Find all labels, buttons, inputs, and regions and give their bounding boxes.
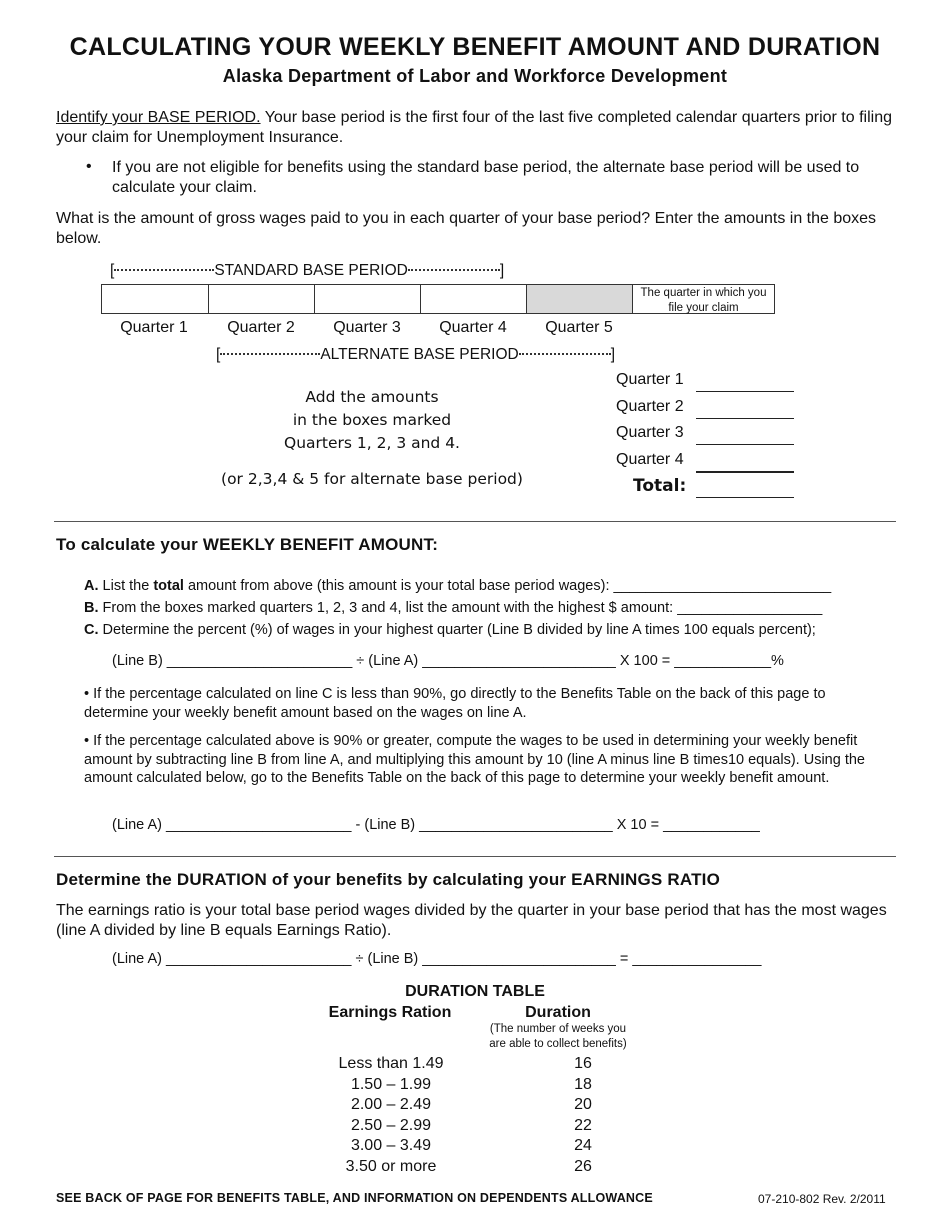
table-row [300, 1055, 680, 1076]
page-title: CALCULATING YOUR WEEKLY BENEFIT AMOUNT AND DURATION [69, 33, 881, 61]
section-divider [54, 856, 896, 857]
earnings-ratio-column-header: Earnings Ration [328, 1004, 452, 1021]
sum-quarter-label: Quarter 1 [616, 371, 684, 388]
weekly-benefit-heading: To calculate your WEEKLY BENEFIT AMOUNT: [56, 535, 439, 554]
standard-base-period-bracket [110, 262, 504, 280]
bracket-close: ] [499, 262, 505, 279]
duration-table [300, 1055, 680, 1179]
line-a-label: A. [84, 578, 99, 594]
bracket-dots [408, 269, 500, 271]
quarter-label: Quarter 1 [120, 319, 188, 336]
alternate-base-period-bullet: If you are not eligible for benefits using the standard base period, the alternate base period will be used to calculate your claim. [112, 159, 860, 196]
quarter-3-box[interactable] [314, 284, 421, 314]
sum-quarter-1-field[interactable] [696, 391, 794, 392]
weeks-cell: 24 [574, 1137, 592, 1155]
duration-note-line: are able to collect benefits) [489, 1038, 627, 1050]
percent-equation[interactable]: (Line B) _______________________ ÷ (Line A) ________________________ X 100 = ____________% [112, 653, 784, 669]
weeks-cell: 20 [574, 1096, 592, 1114]
alternate-base-period-label: ALTERNATE BASE PERIOD [320, 346, 519, 363]
table-row [300, 1117, 680, 1138]
sum-quarter-2-field[interactable] [696, 418, 794, 419]
table-row [300, 1096, 680, 1117]
duration-column-header: Duration [525, 1004, 591, 1021]
standard-base-period-label: STANDARD BASE PERIOD [214, 262, 408, 279]
base-period-paragraph [56, 108, 896, 148]
quarter-1-box[interactable] [101, 284, 209, 314]
page-subtitle: Alaska Department of Labor and Workforce Development [222, 66, 728, 86]
ratio-cell: Less than 1.49 [338, 1055, 444, 1072]
bracket-dots [114, 269, 214, 271]
line-a [84, 577, 904, 595]
bracket-open: [ [216, 346, 221, 363]
quarter-label: Quarter 3 [333, 319, 401, 336]
quarter-5-box[interactable] [526, 284, 633, 314]
quarter-label: Quarter 4 [439, 319, 507, 336]
table-row [300, 1137, 680, 1158]
form-number: 07-210-802 Rev. 2/2011 [758, 1192, 886, 1206]
sum-quarter-label: Quarter 2 [616, 398, 684, 415]
weeks-cell: 26 [574, 1157, 592, 1175]
line-c-label: C. [84, 622, 99, 638]
adjusted-wages-equation[interactable]: (Line A) _______________________ - (Line B) ________________________ X 10 = ____________ [112, 817, 760, 833]
sum-instruction-line: in the boxes marked [292, 411, 452, 429]
bracket-dots [519, 353, 611, 355]
alternate-sum-note: (or 2,3,4 & 5 for alternate base period) [221, 470, 523, 488]
line-a-bold: total [153, 578, 184, 594]
bracket-dots [220, 353, 320, 355]
table-row [300, 1076, 680, 1097]
sum-quarter-4-field[interactable] [696, 471, 794, 473]
ratio-cell: 2.50 – 2.99 [350, 1116, 432, 1134]
line-b-text: From the boxes marked quarters 1, 2, 3 and 4, list the amount with the highest $ amount: __________________ [98, 600, 823, 616]
gross-wages-question: What is the amount of gross wages paid to you in each quarter of your base period? Enter the amounts in the boxes below. [56, 210, 877, 247]
ratio-cell: 3.00 – 3.49 [350, 1137, 432, 1155]
ratio-cell: 2.00 – 2.49 [350, 1096, 432, 1114]
earnings-ratio-equation[interactable]: (Line A) _______________________ ÷ (Line B) ________________________ = ________________ [112, 951, 762, 967]
table-row [300, 1158, 680, 1179]
filing-quarter-note: The quarter in which you file your claim [632, 284, 775, 314]
ratio-cell: 3.50 or more [345, 1157, 437, 1175]
quarter-2-box[interactable] [208, 284, 315, 314]
line-c [84, 621, 904, 639]
duration-note-line: (The number of weeks you [489, 1023, 627, 1035]
duration-table-title: DURATION TABLE [405, 983, 545, 1000]
footer-note: SEE BACK OF PAGE FOR BENEFITS TABLE, AND INFORMATION ON DEPENDENTS ALLOWANCE [56, 1191, 653, 1205]
ratio-cell: 1.50 – 1.99 [350, 1075, 432, 1093]
weeks-cell: 22 [574, 1116, 592, 1134]
base-period-text: Your base period is the first four of the last five completed calendar quarters prior to filing your claim for Unemployment Insurance. [56, 109, 892, 146]
line-a-text-end: amount from above (this amount is your total base period wages): ___________________________ [183, 578, 832, 594]
sum-instruction-line: Quarters 1, 2, 3 and 4. [284, 434, 460, 452]
sum-quarter-3-field[interactable] [696, 444, 794, 445]
sum-instruction-line: Add the amounts [305, 388, 439, 406]
earnings-ratio-text: The earnings ratio is your total base period wages divided by the quarter in your base period that has the most wages (line A divided by line B equals Earnings Ratio). [56, 902, 887, 939]
duration-column-note [458, 1022, 658, 1052]
line-b-label: B. [84, 600, 99, 616]
bracket-open: [ [110, 262, 115, 279]
quarter-label: Quarter 2 [227, 319, 295, 336]
weeks-cell: 18 [574, 1075, 592, 1093]
bracket-close: ] [610, 346, 616, 363]
total-label: Total: [633, 476, 687, 496]
line-b [84, 599, 904, 617]
weeks-cell: 16 [574, 1055, 592, 1072]
sum-quarter-label: Quarter 4 [616, 451, 684, 468]
under-90-bullet: • If the percentage calculated on line C is less than 90%, go directly to the Benefits Table on the back of this page to determine your weekly benefit amount based on the wages on line A. [84, 686, 826, 721]
alternate-base-period-bracket [216, 346, 615, 364]
sum-instructions [230, 386, 514, 455]
sum-quarter-label: Quarter 3 [616, 424, 684, 441]
bullet-icon: • [86, 158, 92, 175]
duration-heading: Determine the DURATION of your benefits by calculating your EARNINGS RATIO [56, 870, 721, 889]
over-90-bullet: • If the percentage calculated above is 90% or greater, compute the wages to be used in determining your weekly benefit amount by subtracting line B from line A, and multiplying this amount by 10 (line A minus line B times10 equals). Using the amount calculated below, go to the Benefits Table on the back of this page to determine your weekly benefit amount. [84, 733, 865, 786]
quarter-4-box[interactable] [420, 284, 527, 314]
base-period-heading: Identify your BASE PERIOD. [56, 109, 261, 126]
line-c-text: Determine the percent (%) of wages in your highest quarter (Line B divided by line A times 100 equals percent); [98, 622, 816, 638]
line-a-text: List the [98, 578, 154, 594]
total-field[interactable] [696, 497, 794, 498]
section-divider [54, 521, 896, 522]
quarter-label: Quarter 5 [545, 319, 613, 336]
